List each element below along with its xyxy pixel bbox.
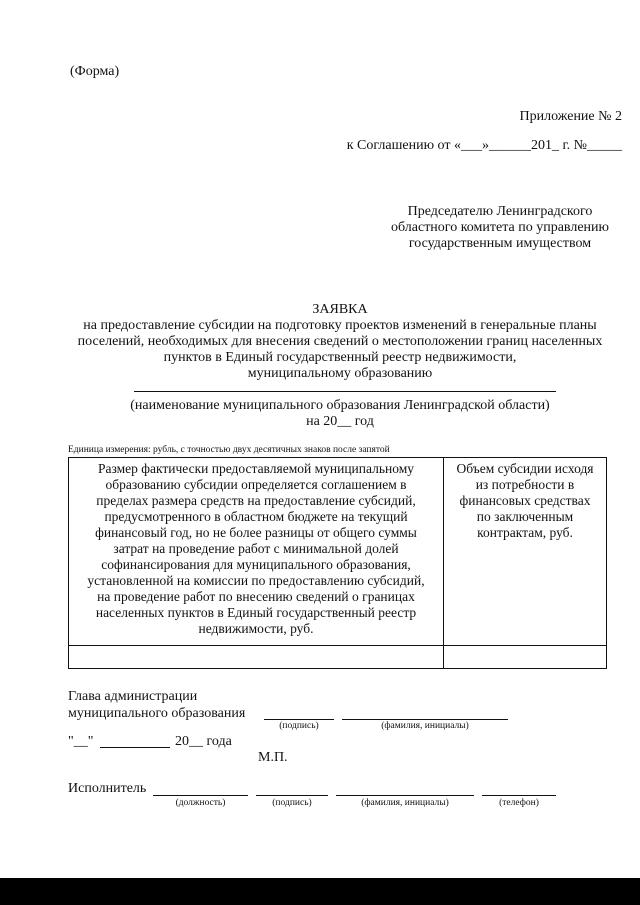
subsidy-table — [68, 457, 607, 669]
table-row — [69, 646, 607, 669]
date-day: "__" — [68, 734, 94, 749]
executor-name-line[interactable] — [336, 795, 474, 796]
date-month-line[interactable] — [100, 747, 170, 748]
head-name-line[interactable] — [342, 719, 508, 720]
executor-phone-line[interactable] — [482, 795, 556, 796]
executor-signature-caption: (подпись) — [272, 798, 312, 808]
table-cell-empty[interactable] — [444, 646, 607, 669]
scan-bottom-edge — [0, 878, 640, 905]
executor-label: Исполнитель — [68, 781, 147, 796]
subtitle-line: поселений, необходимых для внесения сведений о местоположении границ населенных — [77, 334, 603, 349]
executor-position-line[interactable] — [153, 795, 248, 796]
subtitle-line: муниципальному образованию — [247, 366, 433, 381]
table-cell-empty[interactable] — [69, 646, 444, 669]
head-signature-caption: (подпись) — [279, 721, 319, 731]
agreement-reference: к Соглашению от «___»______201_ г. №_____ — [346, 138, 622, 153]
executor-position-caption: (должность) — [175, 798, 226, 808]
addressee-line: областного комитета по управлению — [391, 220, 609, 235]
year-line: на 20__ год — [306, 414, 374, 429]
head-signature-line[interactable] — [264, 719, 334, 720]
executor-signature-line[interactable] — [256, 795, 328, 796]
unit-note: Единица измерения: рубль, с точностью двух десятичных знаков после запятой — [68, 445, 390, 455]
application-title-block — [40, 302, 640, 382]
appendix-number: Приложение № 2 — [519, 109, 622, 124]
executor-name-caption: (фамилия, инициалы) — [361, 798, 449, 808]
addressee-line: государственным имуществом — [408, 236, 592, 251]
stamp-label: М.П. — [258, 750, 288, 765]
column-header-subsidy-volume: Объем субсидии исходя из потребности в финансовых средствах по заключенным контрактам, руб. — [444, 458, 607, 646]
head-title-line1: Глава администрации — [68, 689, 198, 704]
municipality-name-line — [134, 391, 556, 392]
head-name-caption: (фамилия, инициалы) — [381, 721, 469, 731]
municipality-caption: (наименование муниципального образования Ленинградской области) — [130, 398, 550, 413]
municipality-caption-block — [40, 398, 640, 430]
table-header-row — [69, 458, 607, 646]
head-title-line2: муниципального образования — [68, 706, 246, 721]
form-label: (Форма) — [70, 64, 120, 79]
column-header-subsidy-size: Размер фактически предоставляемой муниципальному образованию субсидии определяется соглашением в пределах размера средств на предоставление субсидий, предусмотренного в областном бюджете на текущий финансовый год, но не более разницы от общего суммы затрат на проведение работ с минимальной долей софинансирования для муниципального образования, установленной на комиссии по предоставлению субсидий, на проведение работ по внесению сведений о границах населенных пунктов в Единый государственный реестр недвижимости, руб. — [69, 458, 444, 646]
addressee-block — [380, 204, 620, 252]
subtitle-line: на предоставление субсидии на подготовку проектов изменений в генеральные планы — [83, 318, 597, 333]
executor-phone-caption: (телефон) — [499, 798, 539, 808]
date-year: 20__ года — [175, 734, 232, 749]
document-title: ЗАЯВКА — [312, 302, 368, 317]
subtitle-line: пунктов в Единый государственный реестр недвижимости, — [163, 350, 517, 365]
addressee-line: Председателю Ленинградского — [407, 204, 593, 219]
